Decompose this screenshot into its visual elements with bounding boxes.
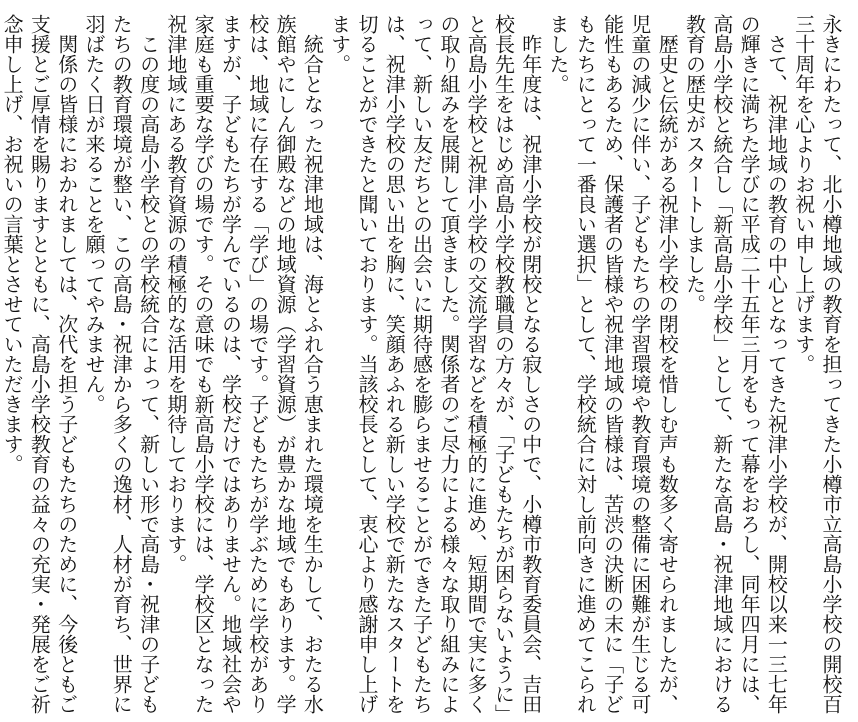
paragraph-history-tradition: 歴史と伝統がある祝津小学校の閉校を惜しむ声も数多く寄せられましたが、児童の減少に伴い、子どもたちの学習環境や教育環境の整備に困難が生じる可能性もあるため、保護者の皆様や祝津地域の皆様は、苦渋の決断の末に「子どもたちにとって一番良い選択」として、学校統合に対し前向きに進めてこられました。 [546,14,680,714]
paragraph-local-resources: 統合となった祝津地域は、海とふれ合う恵まれた環境を生かして、おたる水族館やにしん御殿などの地域資源（学習資源）が豊かな地域でもあります。学校は、地域に存在する「学び」の場です。子どもたちが学ぶために学校がありますが、子どもたちが学んでいるのは、学校だけではありません。地域社会や家庭も重要な学びの場です。その意味でも新高島小学校には、学校区となった祝津地域にある教育資源の積極的な活用を期待しております。 [163,14,325,714]
paragraph-opening: 永きにわたって、北小樽地域の教育を担ってきた小樽市立高島小学校の開校百三十周年を心よりお祝い申し上げます。 [791,14,843,714]
paragraph-closing: 関係の皆様におかれましては、次代を担う子どもたちのために、今後ともご支援とご厚情を賜りますとともに、高島小学校教育の益々の充実・発展をご祈念申し上げ、お祝いの言葉とさせていただきます。 [0,14,79,714]
paragraph-school-merger: さて、祝津地域の教育の中心となってきた祝津小学校が、開校以来一三七年の輝きに満ちた学びに平成二十五年三月をもって幕をおろし、同年四月には、高島小学校と統合し「新高島小学校」として、新たな高島・祝津地域における教育の歴史がスタートしました。 [682,14,789,714]
paragraph-last-year: 昨年度は、祝津小学校が閉校となる寂しさの中で、小樽市教育委員会、吉田校長先生をはじめ高島小学校教職員の方々が、「子どもたちが困らないように」と高島小学校と祝津小学校の交流学習などを積極的に進め、短期間で実に多くの取り組みを展開して頂きました。関係者のご尽力による様々な取り組みによって、新しい友だちとの出会いに期待感を膨らませることができた子どもたちは、祝津小学校の思い出を胸に、笑顔あふれる新しい学校で新たなスタートを切ることができたと聞いております。当該校長として、衷心より感謝申し上げます。 [327,14,543,714]
paragraph-future-hopes: この度の高島小学校との学校統合によって、新しい形で高島・祝津の子どもたちの教育環境が整い、この高島・祝津から多くの逸材、人材が育ち、世界に羽ばたく日が来ることを願ってやみません。 [81,14,161,714]
